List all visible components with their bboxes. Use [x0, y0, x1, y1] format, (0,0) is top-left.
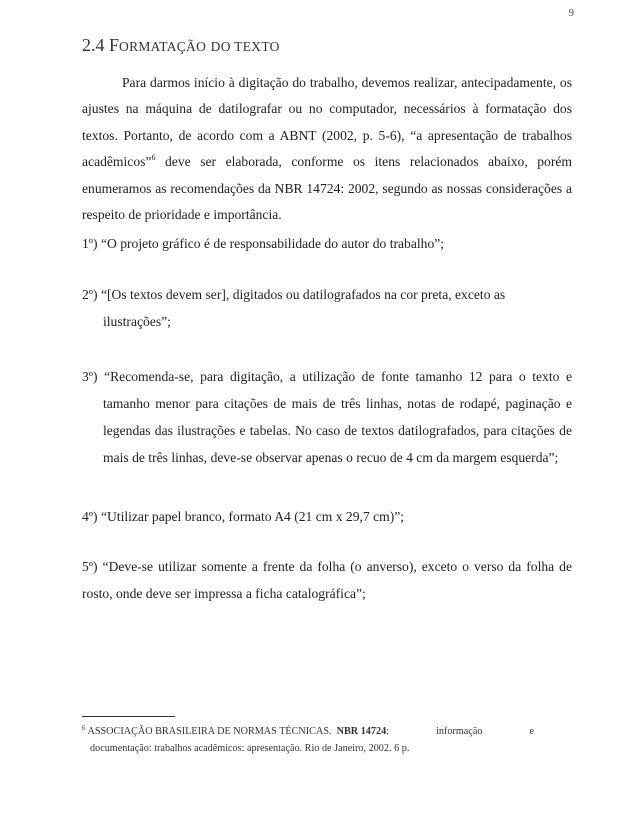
list-item-text: “Recomenda-se, para digitação, a utilização de fonte tamanho 12 para o texto e tamanho menor para citações de mais de três linhas, notas de rodapé, paginação e legendas das ilustrações e tabelas. No caso de textos datilografados, para citações de mais de três linhas, deve-se observar apenas o recuo de 4 cm da margem esquerda”;: [97, 369, 572, 465]
list-item-text: “Utilizar papel branco, formato A4 (21 cm x 29,7 cm)”;: [97, 509, 405, 524]
section-heading: [82, 35, 280, 56]
footnote-title: NBR 14724: [336, 726, 387, 737]
list-item-marker: 3º): [82, 369, 98, 384]
list-item: [82, 230, 572, 257]
intro-text-part1: Para darmos início à digitação do trabalho, devemos realizar, antecipadamente, os ajustes na máquina de datilografar ou no computador, necessários à formatação dos textos. Portanto, de acordo com a ABNT (2002, p. 5-6), “a apresentação de trabalhos acadêmicos”: [82, 75, 572, 170]
footnote-divider: [82, 716, 175, 717]
heading-word1-rest: ORMATAÇÃO: [119, 39, 207, 54]
heading-number: 2.4: [82, 35, 109, 55]
footnote-subtitle-b: e: [529, 726, 534, 737]
list-item-marker: 1º): [82, 236, 98, 251]
list-item-marker: 5º): [82, 559, 98, 574]
intro-paragraph: [82, 70, 572, 228]
list-item-text: “Deve-se utilizar somente a frente da folha (o anverso), exceto o verso da folha de rosto, onde deve ser impressa a ficha catalográfica”;: [82, 559, 572, 601]
footnote-citation: [82, 724, 389, 741]
heading-first-cap: F: [109, 35, 120, 55]
list-item-marker: 4º): [82, 509, 98, 524]
footnote-line-2: documentação: trabalhos acadêmicos: apresentação. Rio de Janeiro, 2002. 6 p.: [90, 742, 410, 754]
list-item: [82, 553, 572, 607]
footnote-line-1: [82, 724, 534, 741]
page-number: 9: [568, 8, 574, 19]
footnote-number: 6: [82, 724, 86, 732]
footnote-author: ASSOCIAÇÃO BRASILEIRA DE NORMAS TÉCNICAS.: [85, 726, 332, 737]
list-item: [82, 281, 572, 335]
footnote-reference[interactable]: 6: [151, 153, 156, 163]
list-item-text: “[Os textos devem ser], digitados ou datilografados na cor preta, exceto as ilustrações”;: [97, 287, 506, 329]
list-item-text: “O projeto gráfico é de responsabilidade do autor do trabalho”;: [97, 236, 445, 251]
intro-text-part2: deve ser elaborada, conforme os itens relacionados abaixo, porém enumeramos as recomendações da NBR 14724: 2002, segundo as nossas considerações a respeito de prioridade e importância.: [82, 154, 572, 223]
list-item: [82, 363, 572, 471]
list-item: [82, 503, 572, 530]
footnote: [82, 724, 534, 757]
footnote-subtitle-a: informação: [436, 726, 483, 737]
list-item-marker: 2º): [82, 287, 98, 302]
heading-rest: DO TEXTO: [210, 39, 280, 54]
footnote-colon: :: [386, 726, 390, 737]
